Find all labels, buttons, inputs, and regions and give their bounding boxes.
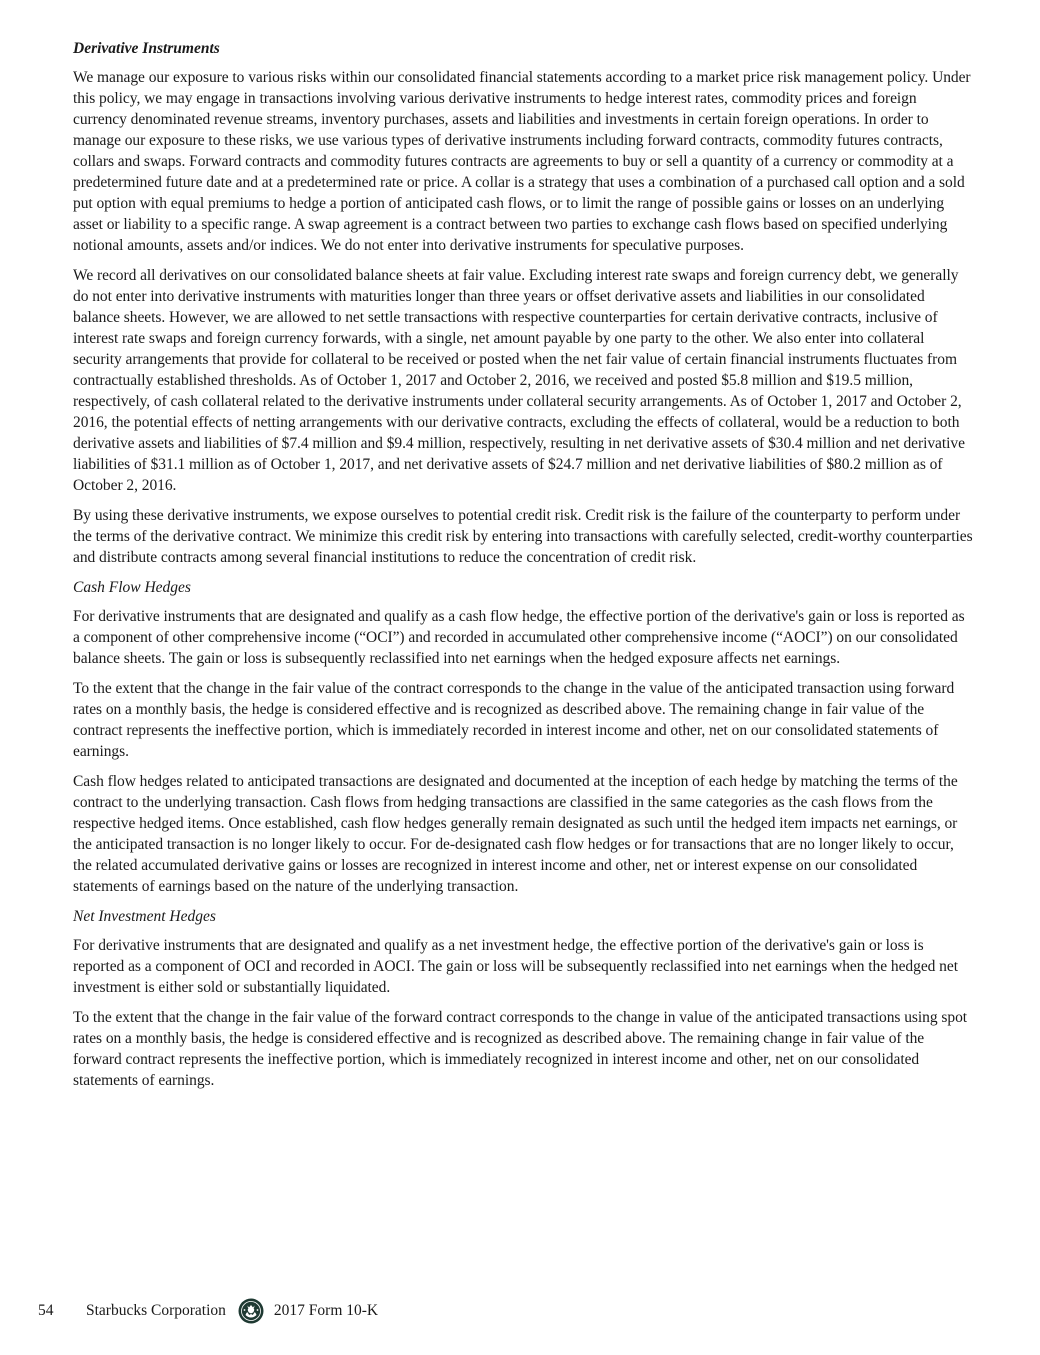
subheading-net-investment-hedges: Net Investment Hedges xyxy=(73,908,216,925)
paragraph: By using these derivative instruments, we expose ourselves to potential credit risk. Credit risk is the failure of the counterparty to perform under the terms of the derivative contract. We minimize this credit risk by entering into transactions with carefully selected, credit-worthy counterparties and distribute contracts among several financial institutions to reduce the concentration of credit risk. xyxy=(73,507,973,566)
page-footer xyxy=(38,1296,378,1326)
page-content xyxy=(73,38,973,1100)
paragraph: To the extent that the change in the fair value of the forward contract corresponds to the change in value of the anticipated transactions using spot rates on a monthly basis, the hedge is considered effective and is recognized as described above. The remaining change in fair value of the forward contract represents the ineffective portion, which is immediately recognized in interest income and other, net on our consolidated statements of earnings. xyxy=(73,1009,968,1089)
page-number: 54 xyxy=(38,1302,54,1319)
form-label: 2017 Form 10-K xyxy=(273,1302,379,1319)
paragraph: We record all derivatives on our consolidated balance sheets at fair value. Excluding interest rate swaps and foreign currency debt, we generally do not enter into derivative instruments with maturities longer than three years or offset derivative assets and liabilities in our consolidated balance sheets. However, we are allowed to net settle transactions with respective counterparties for certain derivative contracts, inclusive of interest rate swaps and foreign currency forwards, with a single, net amount payable by one party to the other. We also enter into collateral security arrangements that provide for collateral to be received or posted when the net fair value of certain financial instruments fluctuates from contractually established thresholds. As of October 1, 2017 and October 2, 2016, we received and posted $5.8 million and $19.5 million, respectively, of cash collateral related to the derivative instruments under collateral security arrangements. As of October 1, 2017 and October 2, 2016, the potential effects of netting arrangements with our derivative contracts, excluding the effects of collateral, would be a reduction to both derivative assets and liabilities of $7.4 million and $9.4 million, respectively, resulting in net derivative assets of $30.4 million and net derivative liabilities of $31.1 million as of October 1, 2017, and net derivative assets of $24.7 million and net derivative liabilities of $80.2 million as of October 2, 2016. xyxy=(73,267,965,494)
starbucks-siren-logo-icon xyxy=(238,1298,264,1324)
section-heading-derivative-instruments: Derivative Instruments xyxy=(73,40,220,57)
paragraph: To the extent that the change in the fair value of the contract corresponds to the change in the value of the anticipated transaction using forward rates on a monthly basis, the hedge is considered effective and is recognized as described above. The remaining change in fair value of the contract represents the ineffective portion, which is immediately recorded in interest income and other, net on our consolidated statements of earnings. xyxy=(73,680,955,760)
company-name: Starbucks Corporation xyxy=(86,1302,226,1319)
subheading-cash-flow-hedges: Cash Flow Hedges xyxy=(73,579,191,596)
paragraph: For derivative instruments that are designated and qualify as a cash flow hedge, the effective portion of the derivative's gain or loss is reported as a component of other comprehensive income (“OCI”) and recorded in accumulated other comprehensive income (“AOCI”) on our consolidated balance sheets. The gain or loss is subsequently reclassified into net earnings when the hedged exposure affects net earnings. xyxy=(73,608,965,667)
paragraph: Cash flow hedges related to anticipated transactions are designated and documented at the inception of each hedge by matching the terms of the contract to the underlying transaction. Cash flows from hedging transactions are classified in the same categories as the cash flows from the respective hedged items. Once established, cash flow hedges generally remain designated as such until the hedged item impacts net earnings, or the anticipated transaction is no longer likely to occur. For de-designated cash flow hedges or for transactions that are no longer likely to occur, the related accumulated derivative gains or losses are recognized in interest income and other, net or interest expense on our consolidated statements of earnings based on the nature of the underlying transaction. xyxy=(73,773,958,895)
paragraph: We manage our exposure to various risks within our consolidated financial statements according to a market price risk management policy. Under this policy, we may engage in transactions involving various derivative instruments to hedge interest rates, commodity prices and foreign currency denominated revenue streams, inventory purchases, assets and liabilities and investments in certain foreign operations. In order to manage our exposure to these risks, we use various types of derivative instruments including forward contracts, commodity futures contracts, collars and swaps. Forward contracts and commodity futures contracts are agreements to buy or sell a quantity of a currency or commodity at a predetermined future date and at a predetermined rate or price. A collar is a strategy that uses a combination of a purchased call option and a sold put option with equal premiums to hedge a portion of anticipated cash flows, or to limit the range of possible gains or losses on an underlying asset or liability to a specific range. A swap agreement is a contract between two parties to exchange cash flows based on specified underlying notional amounts, assets and/or indices. We do not enter into derivative instruments for speculative purposes. xyxy=(73,69,971,254)
paragraph: For derivative instruments that are designated and qualify as a net investment hedge, the effective portion of the derivative's gain or loss is reported as a component of OCI and recorded in AOCI. The gain or loss will be subsequently reclassified into net earnings when the hedged net investment is either sold or substantially liquidated. xyxy=(73,937,958,996)
